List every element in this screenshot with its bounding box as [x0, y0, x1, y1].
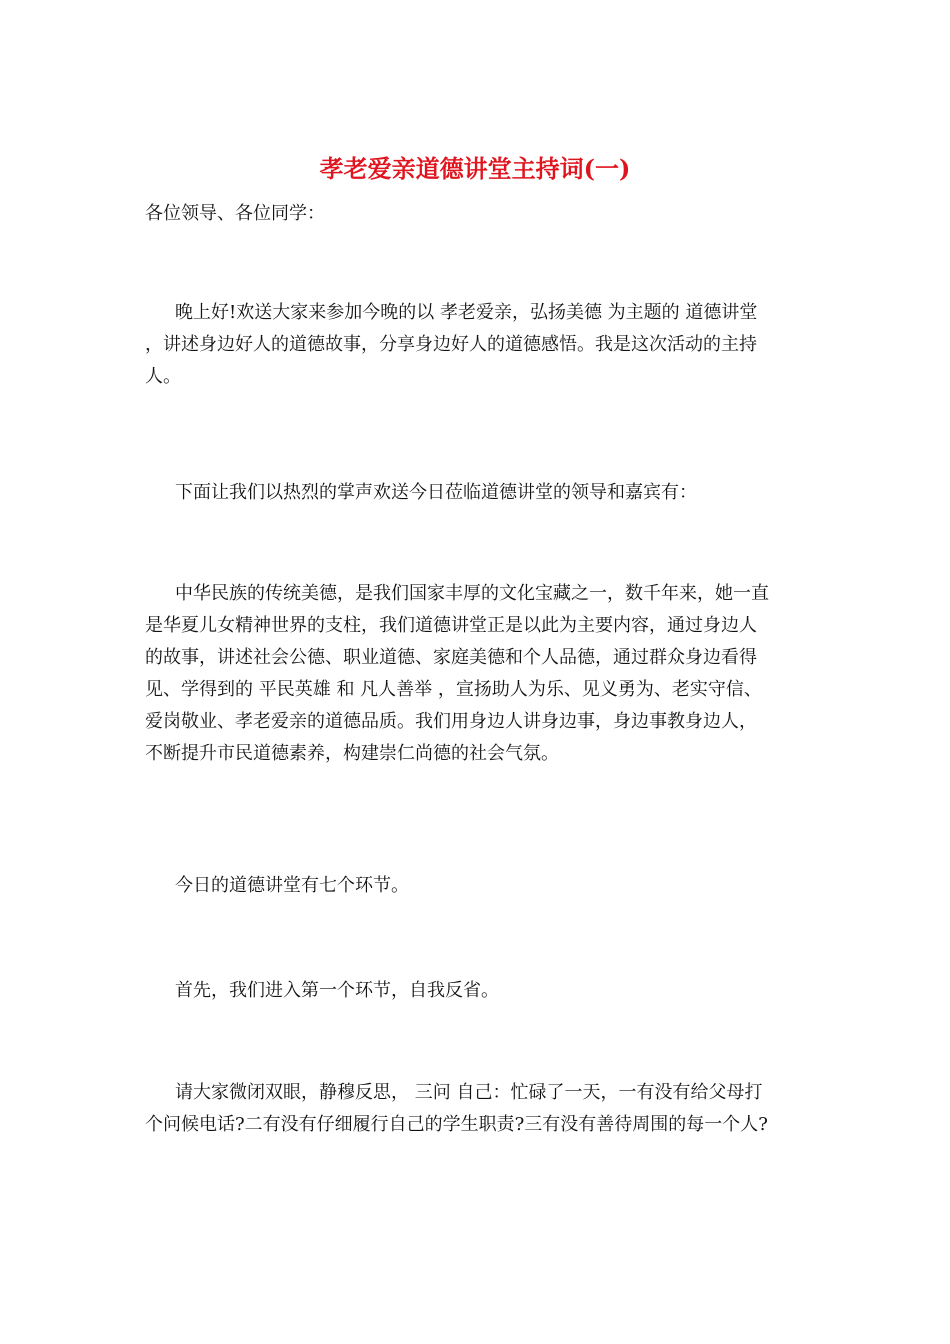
paragraph-line: 请大家微闭双眼，静穆反思， 三问 自己：忙碌了一天，一有没有给父母打 — [175, 1082, 763, 1103]
paragraph-line: 晚上好!欢送大家来参加今晚的以 孝老爱亲，弘扬美德 为主题的 道德讲堂 — [175, 302, 758, 323]
paragraph-line: 是华夏儿女精神世界的支柱，我们道德讲堂正是以此为主要内容，通过身边人 — [145, 615, 757, 636]
paragraph-first-section — [145, 975, 817, 1007]
paragraph-line: 人。 — [145, 366, 181, 387]
paragraph-seven-sections — [145, 870, 817, 902]
salutation: 各位领导、各位同学： — [145, 203, 325, 224]
paragraph-line: ，讲述身边好人的道德故事，分享身边好人的道德感悟。我是这次活动的主持 — [145, 334, 757, 355]
paragraph-line: 不断提升市民道德素养，构建崇仁尚德的社会气氛。 — [145, 743, 559, 764]
document-title: 孝老爱亲道德讲堂主持词(一) — [319, 154, 631, 183]
paragraph-greeting — [145, 297, 817, 393]
paragraph-line: 的故事，讲述社会公德、职业道德、家庭美德和个人品德，通过群众身边看得 — [145, 647, 757, 668]
paragraph-line: 今日的道德讲堂有七个环节。 — [175, 875, 409, 896]
paragraph-reflection — [145, 1077, 817, 1141]
paragraph-line: 爱岗敬业、孝老爱亲的道德品质。我们用身边人讲身边事，身边事教身边人， — [145, 711, 757, 732]
paragraph-welcome-guests — [145, 477, 817, 509]
paragraph-line: 个问候电话?二有没有仔细履行自己的学生职责?三有没有善待周围的每一个人? — [145, 1114, 768, 1135]
paragraph-line: 中华民族的传统美德，是我们国家丰厚的文化宝藏之一，数千年来，她一直 — [175, 583, 769, 604]
paragraph-line: 首先，我们进入第一个环节，自我反省。 — [175, 980, 499, 1001]
paragraph-line: 见、学得到的 平民英雄 和 凡人善举 ，宣扬助人为乐、见义勇为、老实守信、 — [145, 679, 762, 700]
paragraph-line: 下面让我们以热烈的掌声欢送今日莅临道德讲堂的领导和嘉宾有： — [175, 482, 697, 503]
paragraph-tradition — [145, 578, 817, 770]
